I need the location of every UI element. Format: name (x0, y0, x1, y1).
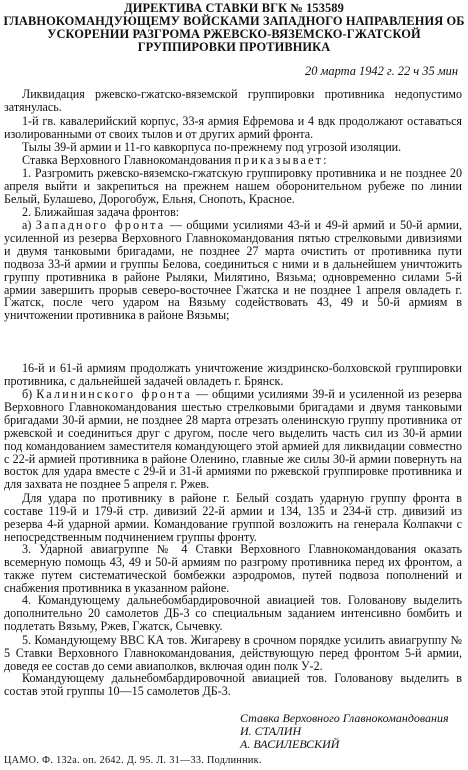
paragraph-11: 3. Ударной авиагруппе № 4 Ставки Верховного Главнокомандования оказать всемерную помощь 43, 49 и 50-й армиям по разгрому противника перед их фронтом, а также путем систематической бомбежки аэродромов, путей подвоза пополнений и снабжения противника в указанном районе. (4, 542, 462, 595)
paragraph-4: Ставка Верховного Главнокомандования приказывает: (22, 153, 327, 167)
order-word: приказывает (234, 153, 324, 167)
paragraph-10: Для удара по противнику в районе г. Белый создать ударную группу фронта в составе 119-й и 179-й стр. дивизий 22-й армии и 134, 135 и 234-й стр. дивизий из резерва 4-й ударной армии. Командование группой возложить на генерала Колпакчи с непосредственным подчинением группы фронту. (4, 491, 462, 544)
paragraph-13: 5. Командующему ВВС КА тов. Жигареву в срочном порядке усилить авиагруппу № 5 Ставки Верховного Главнокомандования, действующую перед фронтом 5-й армии, доведя ее состав до семи авиаполков, включая один полк У-2. (4, 633, 462, 673)
title-line-1: ДИРЕКТИВА СТАВКИ ВГК № 153589 (124, 1, 344, 15)
title-line-4: ГРУППИРОВКИ ПРОТИВНИКА (137, 40, 331, 54)
signature-line-1: Ставка Верховного Главнокомандования (240, 711, 449, 725)
kalinin-front: Калининского фронта (36, 387, 192, 401)
paragraph-3: Тылы 39-й армии и 11-го кавкорпуса по-прежнему под угрозой изоляции. (22, 140, 402, 154)
paragraph-7: а) Западного фронта — общими усилиями 43-й и 49-й армий и 50-й армии, усиленной из резерва Верховного Главнокомандования пятью стрелковыми дивизиями и двумя танковыми бригадами, не позднее 27 марта очистить от противника пути подвоза 33-й армии и группы Белова, соединиться с ними и в дальнейшем уничтожить группу противника в районе Рыляки, Милятино, Вязьма; одновременно силами 5-й армии завершить прорыв северо-восточнее Гжатска и не позднее 1 апреля овладеть г. Гжатск, после чего ударом на Вязьму содействовать 43, 49 и 50-й армиям в уничтожении противника в районе Вязьмы; (4, 218, 462, 323)
paragraph-1: Ликвидация ржевско-гжатско-вяземской группировки противника недопустимо затянулась. (4, 87, 462, 114)
western-front: Западного фронта (35, 218, 166, 232)
paragraph-6: 2. Ближайшая задача фронтов: (22, 205, 180, 219)
document-date: 20 марта 1942 г. 22 ч 35 мин (305, 64, 458, 78)
paragraph-5: 1. Разгромить ржевско-вяземско-гжатскую группировку противника и не позднее 20 апреля выйти и закрепиться на прежнем нашем оборонительном рубеже по линии Белый, Булашево, Дорогобуж, Ельня, Снопоть, Красное. (4, 166, 462, 206)
paragraph-8: 16-й и 61-й армиям продолжать уничтожение жиздринско-болховской группировки противника, с дальнейшей задачей овладеть г. Брянск. (4, 361, 462, 388)
paragraph-12: 4. Командующему дальнебомбардировочной авиацией тов. Голованову выделить дополнительно 20 самолетов ДБ-3 со специальным заданием интенсивно бомбить и подлетать Вязьму, Ржев, Гжатск, Сычевку. (4, 593, 462, 633)
signature-line-3: А. ВАСИЛЕВСКИЙ (240, 737, 340, 751)
title-line-3: УСКОРЕНИИ РАЗГРОМА РЖЕВСКО-ВЯЗЕМСКО-ГЖАТСКОЙ (47, 27, 421, 41)
archive-source: ЦАМО. Ф. 132а. оп. 2642. Д. 95. Л. 31—33. Подлинник. (4, 755, 262, 766)
paragraph-9: б) Калининского фронта — общими усилиями 39-й и усиленной из резерва Верховного Главнокомандования шестью стрелковыми бригадами и двумя танковыми бригадами 30-й армии, не позднее 28 марта отрезать оленинскую группу противника от ржевской и соединиться друг с другом, после чего выделить часть сил из 30-й армии под командованием заместителя командующего этой армией для ликвидации совместно с 22-й армией противника в районе Оленино, главные же силы 30-й армии повернуть на восток для удара вместе с 29-й и 31-й армиями по ржевской группировке противника и для захвата не позднее 5 апреля г. Ржев. (4, 387, 462, 492)
paragraph-2: 1-й гв. кавалерийский корпус, 33-я армия Ефремова и 4 вдк продолжают оставаться изолированными от своих тылов и от других армий фронта. (4, 114, 462, 141)
paragraph-14: Командующему дальнебомбардировочной авиацией тов. Голованову выделить в состав этой группы 10—15 самолетов ДБ-3. (4, 671, 462, 698)
signature-line-2: И. СТАЛИН (240, 724, 302, 738)
title-line-2: ГЛАВНОКОМАНДУЮЩЕМУ ВОЙСКАМИ ЗАПАДНОГО НАПРАВЛЕНИЯ ОБ (3, 14, 465, 28)
